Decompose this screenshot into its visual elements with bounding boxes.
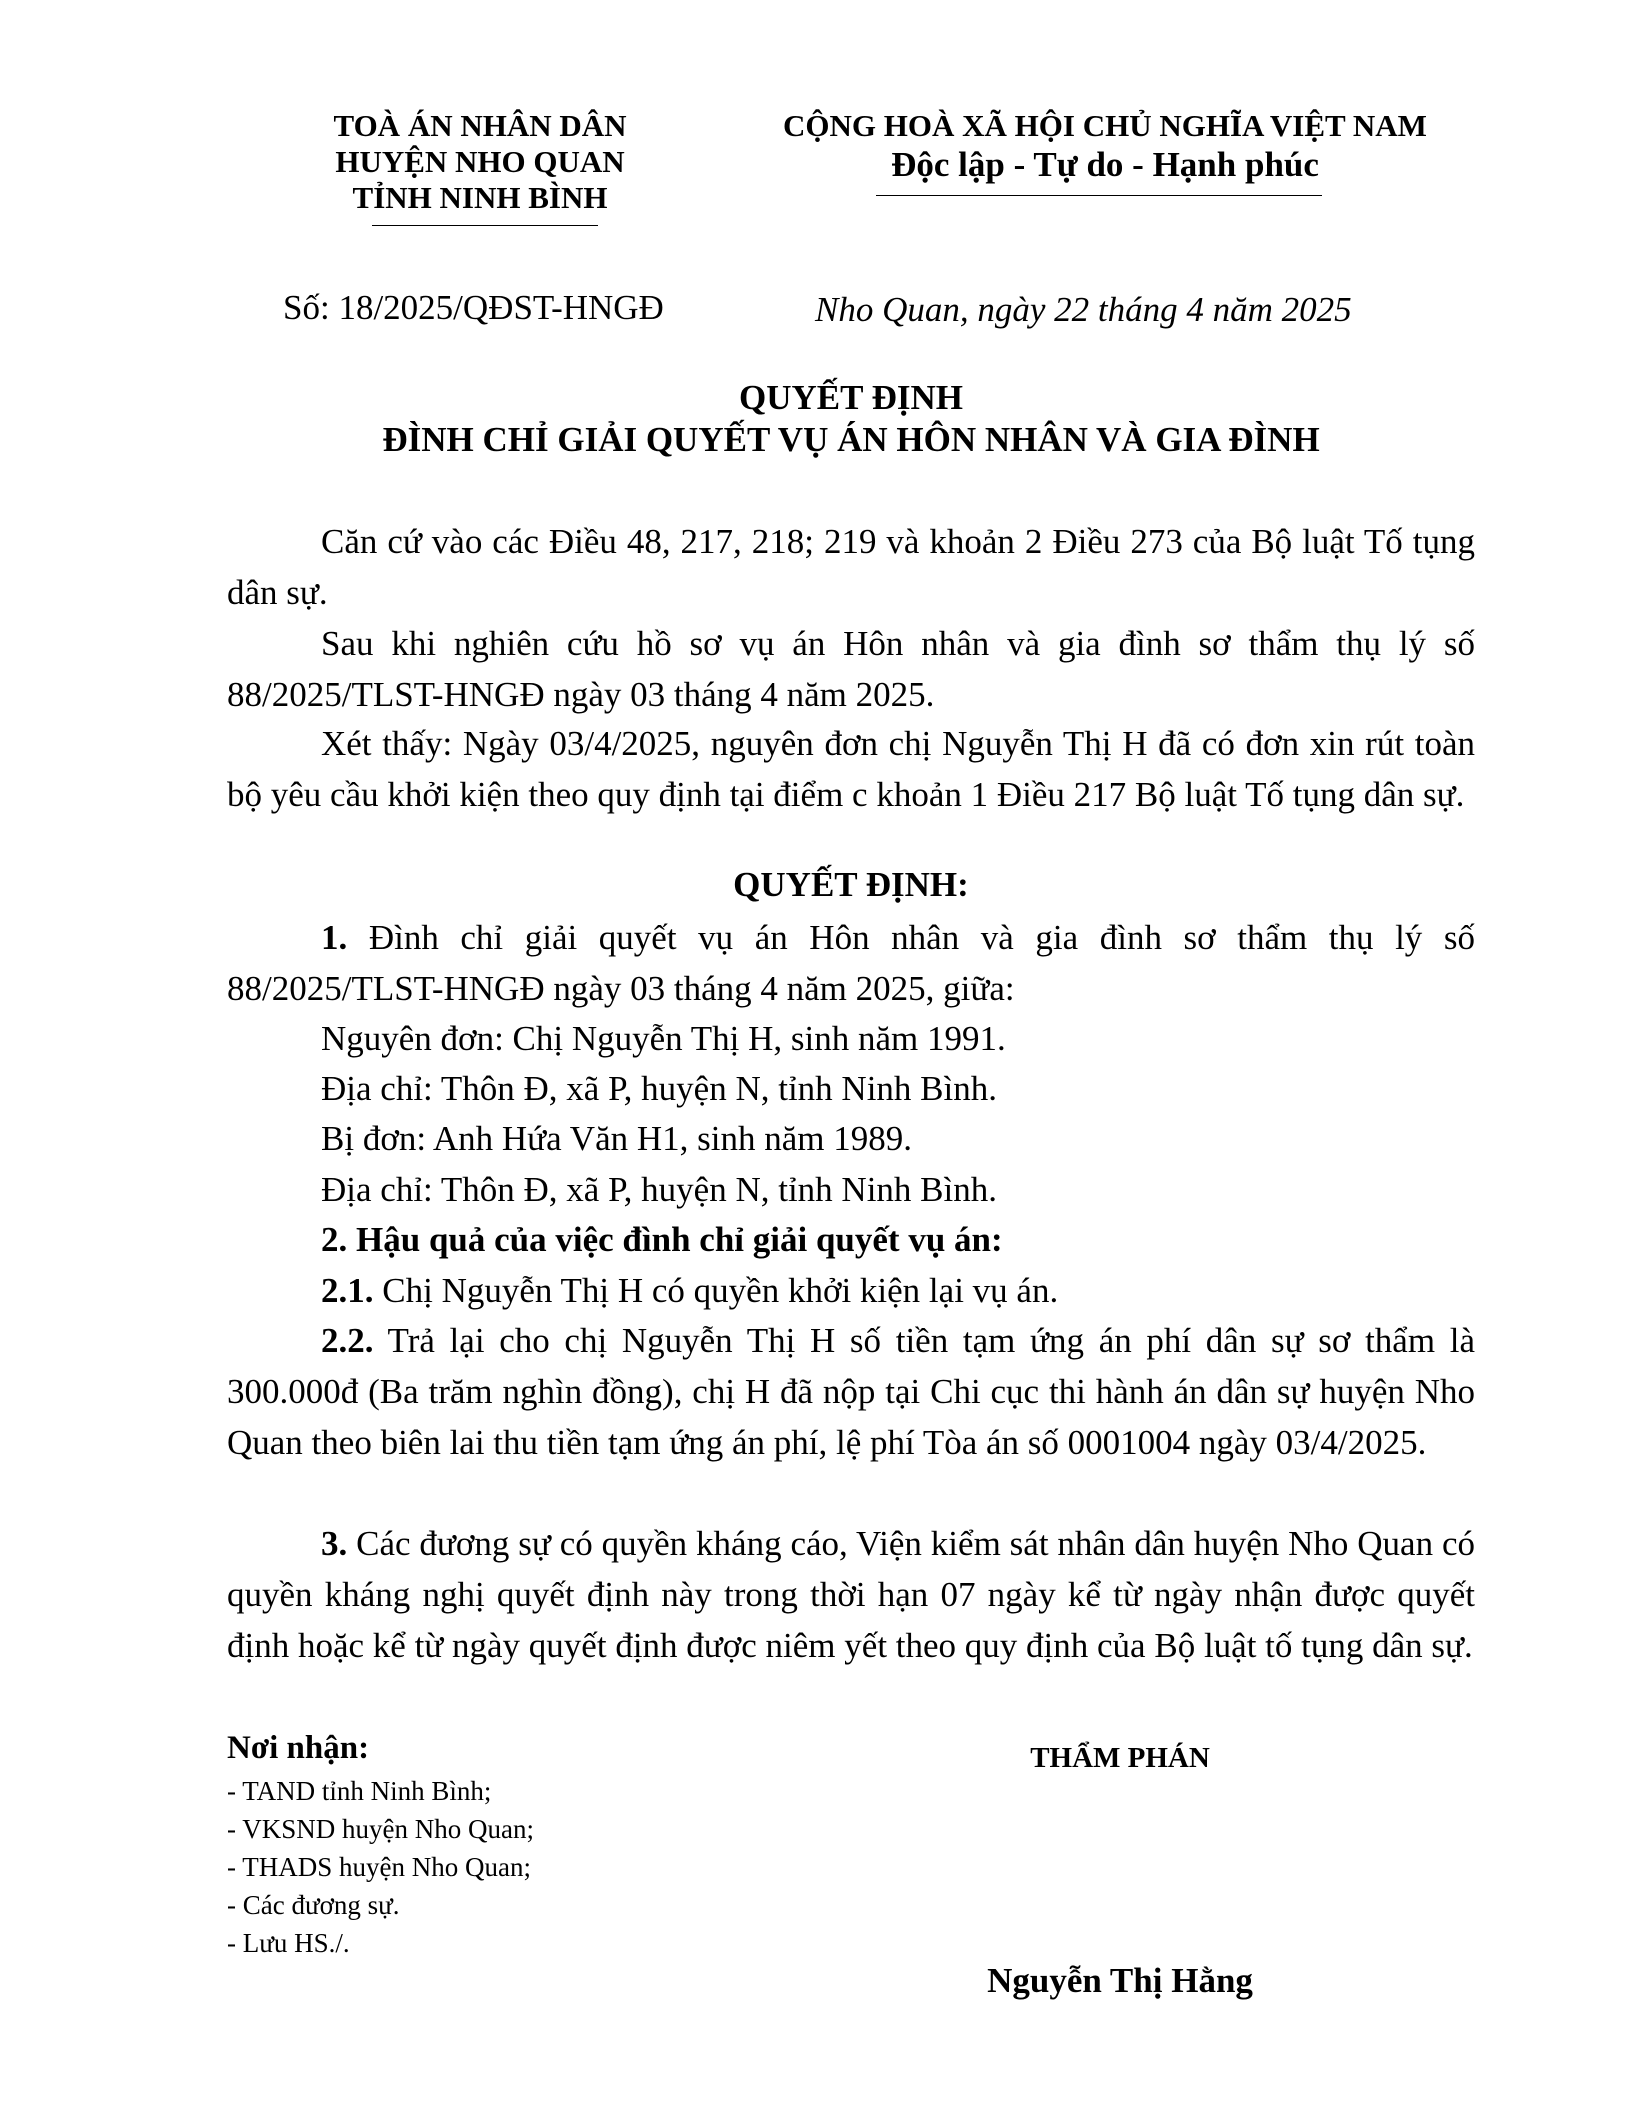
plaintiff-line: Nguyên đơn: Chị Nguyễn Thị H, sinh năm 1991. [321,1019,1006,1058]
national-motto: Độc lập - Tự do - Hạnh phúc [891,145,1319,184]
plaintiff-address-line: Địa chỉ: Thôn Đ, xã P, huyện N, tỉnh Ninh Bình. [321,1069,997,1108]
recipient-item: - Lưu HS./. [227,1928,350,1958]
decision-item-1: 1. Đình chỉ giải quyết vụ án Hôn nhân và gia đình sơ thẩm thụ lý số 88/2025/TLST-HNGĐ ngày 03 tháng 4 năm 2025, giữa: [227,918,1475,1008]
recipient-item: - VKSND huyện Nho Quan; [227,1814,534,1844]
national-motto-underline [876,195,1322,196]
decision-item-2-2: 2.2. Trả lại cho chị Nguyễn Thị H số tiền tạm ứng án phí dân sự sơ thẩm là 300.000đ (Ba trăm nghìn đồng), chị H đã nộp tại Chi cục thi hành án dân sự huyện Nho Quan theo biên lai thu tiền tạm ứng án phí, lệ phí Tòa án số 0001004 ngày 03/4/2025. [227,1321,1475,1462]
findings-paragraph: Xét thấy: Ngày 03/4/2025, nguyên đơn chị Nguyễn Thị H đã có đơn xin rút toàn bộ yêu cầu khởi kiện theo quy định tại điểm c khoản 1 Điều 217 Bộ luật Tố tụng dân sự. [227,724,1475,814]
title-line-1: QUYẾT ĐỊNH [739,378,963,417]
recipient-item: - THADS huyện Nho Quan; [227,1852,531,1882]
court-name: TOÀ ÁN NHÂN DÂN [333,108,627,143]
decision-item-2-1: 2.1. Chị Nguyễn Thị H có quyền khởi kiện lại vụ án. [321,1271,1059,1310]
judge-name: Nguyễn Thị Hằng [987,1961,1253,2000]
decision-item-3: 3. Các đương sự có quyền kháng cáo, Viện kiểm sát nhân dân huyện Nho Quan có quyền kháng nghị quyết định này trong thời hạn 07 ngày kể từ ngày nhận được quyết định hoặc kể từ ngày quyết định được niêm yết theo quy định của Bộ luật tố tụng dân sự. [227,1524,1475,1665]
judge-title: THẨM PHÁN [1030,1742,1210,1774]
recipients-heading: Nơi nhận: [227,1730,370,1766]
defendant-address-line: Địa chỉ: Thôn Đ, xã P, huyện N, tỉnh Ninh Bình. [321,1170,997,1209]
recipient-item: - Các đương sự. [227,1890,400,1920]
court-header [300,108,660,216]
document-number: Số: 18/2025/QĐST-HNGĐ [283,288,664,327]
court-province: TỈNH NINH BÌNH [352,180,608,215]
court-header-underline [372,225,598,226]
court-district: HUYỆN NHO QUAN [335,144,625,179]
decision-heading: QUYẾT ĐỊNH: [733,865,969,904]
document-title [227,377,1475,461]
defendant-line: Bị đơn: Anh Hứa Văn H1, sinh năm 1989. [321,1119,912,1158]
national-name: CỘNG HOÀ XÃ HỘI CHỦ NGHĨA VIỆT NAM [783,108,1427,143]
national-header [740,108,1470,186]
recipient-item: - TAND tỉnh Ninh Bình; [227,1776,492,1806]
case-review-paragraph: Sau khi nghiên cứu hồ sơ vụ án Hôn nhân và gia đình sơ thẩm thụ lý số 88/2025/TLST-HNGĐ ngày 03 tháng 4 năm 2025. [227,624,1475,714]
consequences-heading: 2. Hậu quả của việc đình chỉ giải quyết vụ án: [321,1220,1003,1259]
document-date: Nho Quan, ngày 22 tháng 4 năm 2025 [815,290,1352,329]
legal-basis-paragraph: Căn cứ vào các Điều 48, 217, 218; 219 và khoản 2 Điều 273 của Bộ luật Tố tụng dân sự. [227,522,1475,612]
title-line-2: ĐÌNH CHỈ GIẢI QUYẾT VỤ ÁN HÔN NHÂN VÀ GIA ĐÌNH [382,420,1320,459]
